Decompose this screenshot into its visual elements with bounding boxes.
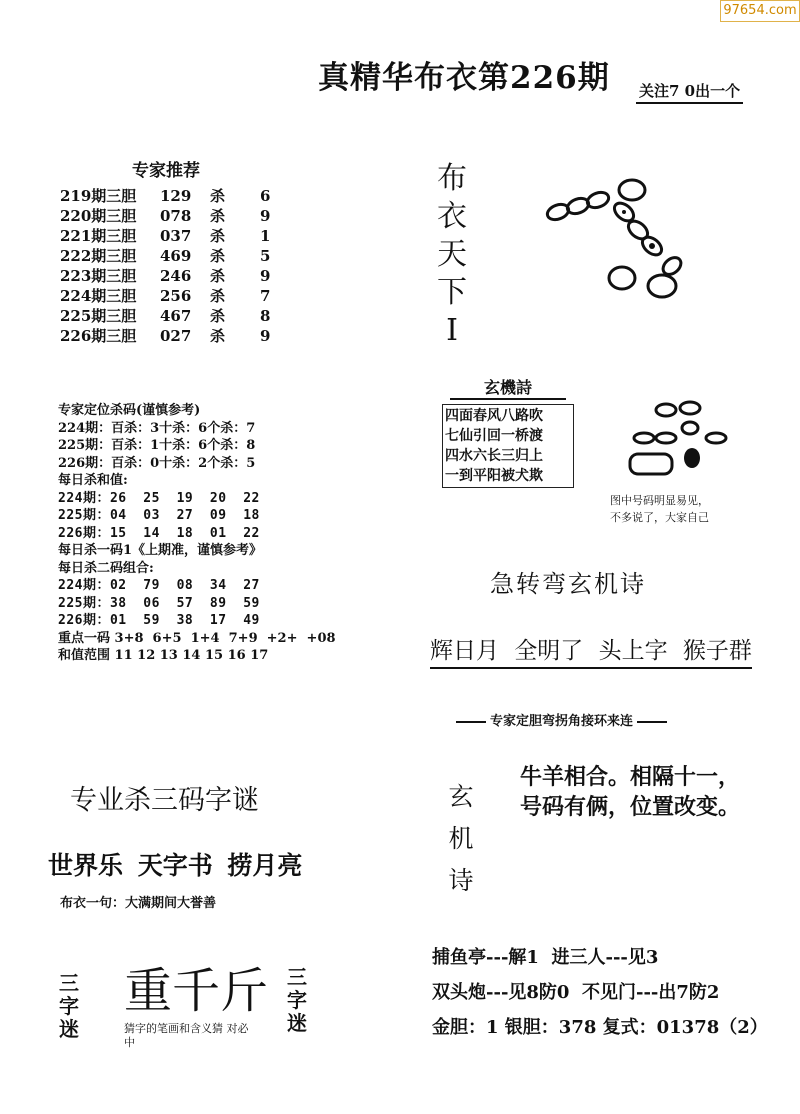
riddle-words: 世界乐 天字书 捞月亮 [48, 851, 303, 880]
daily-two-line: 224期：02 79 08 34 27 [58, 578, 260, 593]
poem-box [442, 378, 574, 488]
position-kill-line: 226期：百杀：0十杀：2个杀：5 [58, 455, 256, 471]
expert-header: 专家推荐 [132, 161, 200, 181]
kill-three-title: 专业杀三码字谜 [70, 785, 259, 816]
daily-one-line: 每日杀一码1《上期准，谨慎参考》 [58, 543, 263, 558]
poem-line: 四面春风八路吹 [445, 408, 543, 424]
daily-sum-line: 224期：26 25 19 20 22 [58, 490, 260, 506]
page-title: 真精华布衣第226期 [318, 60, 610, 96]
site-watermark: 97654.com [720, 0, 800, 22]
verse: 牛羊相合。相隔十一， 号码有俩，位置改变。 [520, 764, 741, 820]
table-row: 221期三胆 037 杀 1 [60, 227, 271, 245]
stats-block [58, 402, 336, 665]
daily-two-line: 226期：01 59 38 17 49 [58, 613, 260, 628]
bottom-line: 双头炮---见8防0 不见门---出7防2 [432, 982, 720, 1003]
daily-sum-line: 226期：15 14 18 01 22 [58, 525, 260, 541]
table-row: 226期三胆 027 杀 9 [60, 327, 271, 345]
chain-links-figure-mid [622, 396, 742, 486]
position-kill-line: 224期：百杀：3十杀：6个杀：7 [58, 420, 256, 436]
poem-title: 玄機詩 [450, 378, 566, 400]
daily-sum-header: 每日杀和值: [58, 473, 128, 488]
daily-two-header: 每日杀二码组合: [58, 560, 154, 576]
focus-line: 重点一码 3+8 6+5 1+4 7+9 +2+ +08 [58, 630, 336, 646]
vertical-title: 布 衣 天 下 I [437, 161, 467, 348]
riddle-label-left: 三 字 迷 [59, 971, 79, 1041]
xuan-poem-title: 急转弯玄机诗 [490, 570, 646, 598]
position-kill-line: 225期：百杀：1十杀：6个杀：8 [58, 438, 256, 453]
riddle-center: 重千斤 [124, 963, 269, 1019]
daily-sum-line: 225期：04 03 27 09 18 [58, 508, 260, 523]
bottom-line: 金胆：1 银胆：378 复式：01378（2） [432, 1017, 768, 1038]
position-kill-header: 专家定位杀码(谨慎参考) [58, 403, 201, 418]
poem-note: 图中号码明显易见， 不多说了，大家自己 [610, 494, 709, 524]
riddle-hint: 猜字的笔画和含义猜 对必中 [124, 1022, 249, 1049]
table-row: 222期三胆 469 杀 5 [60, 247, 271, 265]
poem-line: 四水六长三归上 [445, 448, 543, 464]
table-row: 225期三胆 467 杀 8 [60, 307, 271, 325]
expert-sub-line: 专家定胆弯拐角接环来连 [452, 710, 671, 729]
poem-line: 七仙引回一桥渡 [445, 428, 543, 444]
xjs-vertical: 玄 机 诗 [448, 782, 474, 895]
table-row: 223期三胆 246 杀 9 [60, 267, 271, 285]
sum-range-line: 和值范围 11 12 13 14 15 16 17 [58, 648, 269, 663]
chain-links-figure-top [540, 170, 700, 310]
bottom-line: 捕鱼亭---解1 进三人---见3 [432, 947, 659, 968]
table-row: 224期三胆 256 杀 7 [60, 287, 271, 305]
follow-note: 关注7 0出一个 [636, 80, 743, 104]
poem-line: 一到平阳被犬欺 [445, 468, 543, 484]
expert-rows [60, 186, 270, 346]
riddle-label-right: 三 字 迷 [287, 965, 307, 1035]
daily-two-line: 225期：38 06 57 89 59 [58, 595, 260, 611]
table-row: 220期三胆 078 杀 9 [60, 207, 271, 225]
bottom-lines [432, 940, 768, 1045]
table-row: 219期三胆 129 杀 6 [60, 187, 271, 205]
buyi-saying: 布衣一句：大满期间大誉善 [60, 896, 217, 911]
riddle-line: 辉日月 全明了 头上字 猴子群 [430, 632, 752, 669]
